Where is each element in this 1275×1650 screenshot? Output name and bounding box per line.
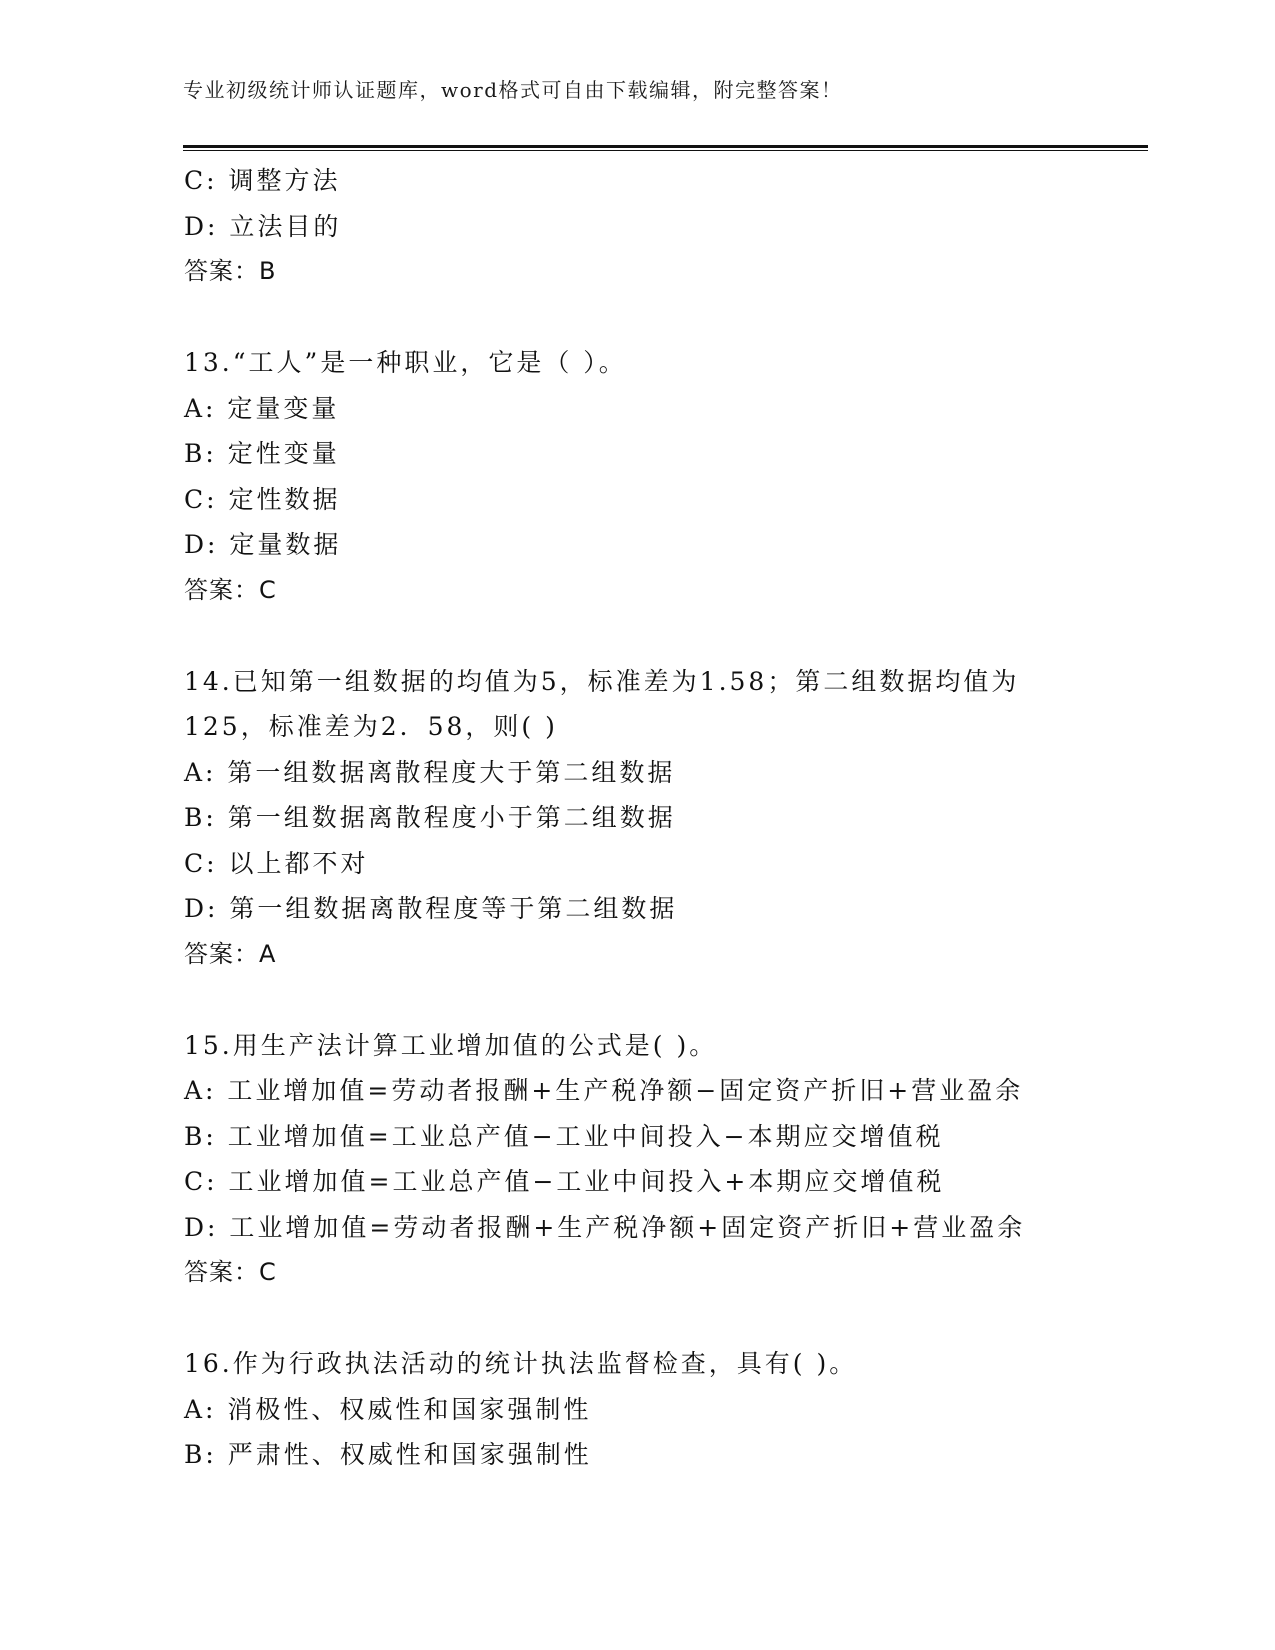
question-12-tail	[184, 158, 1144, 295]
spacer	[184, 977, 1144, 1023]
question-list	[184, 158, 1144, 1478]
option-c: C: 以上都不对	[184, 848, 369, 878]
question-stem: 15.用生产法计算工业增加值的公式是( )。	[184, 1030, 718, 1060]
option-d: D: 立法目的	[184, 211, 342, 241]
page-header: 专业初级统计师认证题库，word格式可自由下载编辑，附完整答案！	[183, 78, 843, 102]
question-stem: 13.“工人”是一种职业，它是（ ）。	[184, 348, 627, 377]
option-a: A: 定量变量	[184, 393, 340, 423]
option-b: B: 定性变量	[184, 439, 340, 468]
question-stem: 14.已知第一组数据的均值为5，标准差为1.58；第二组数据均值为	[184, 666, 1020, 696]
answer: 答案：C	[184, 1258, 277, 1286]
question-15	[184, 1023, 1144, 1296]
option-a: A: 消极性、权威性和国家强制性	[184, 1394, 592, 1424]
option-c: C: 调整方法	[184, 166, 341, 195]
answer: 答案：B	[184, 257, 277, 285]
question-14	[184, 659, 1144, 978]
option-c: C: 工业增加值=工业总产值−工业中间投入+本期应交增值税	[184, 1167, 945, 1196]
answer: 答案：A	[184, 939, 277, 968]
question-13	[184, 340, 1144, 613]
header-rule-thin	[183, 150, 1148, 151]
option-d: D: 定量数据	[184, 530, 342, 559]
spacer	[184, 613, 1144, 659]
header-rule	[183, 145, 1148, 148]
question-stem: 16.作为行政执法活动的统计执法监督检查，具有( )。	[184, 1349, 858, 1378]
option-a: A: 工业增加值=劳动者报酬+生产税净额−固定资产折旧+营业盈余	[184, 1076, 1024, 1105]
option-c: C: 定性数据	[184, 484, 341, 514]
option-b: B: 严肃性、权威性和国家强制性	[184, 1440, 592, 1469]
spacer	[184, 295, 1144, 341]
answer: 答案：C	[184, 575, 277, 604]
option-b: B: 第一组数据离散程度小于第二组数据	[184, 803, 676, 832]
option-d: D: 第一组数据离散程度等于第二组数据	[184, 894, 678, 923]
option-b: B: 工业增加值=工业总产值−工业中间投入−本期应交增值税	[184, 1121, 944, 1151]
spacer	[184, 1296, 1144, 1342]
question-16	[184, 1341, 1144, 1478]
option-a: A: 第一组数据离散程度大于第二组数据	[184, 757, 676, 787]
question-stem-continued: 125，标准差为2．58，则( )	[184, 712, 558, 741]
option-d: D: 工业增加值=劳动者报酬+生产税净额+固定资产折旧+营业盈余	[184, 1212, 1026, 1242]
